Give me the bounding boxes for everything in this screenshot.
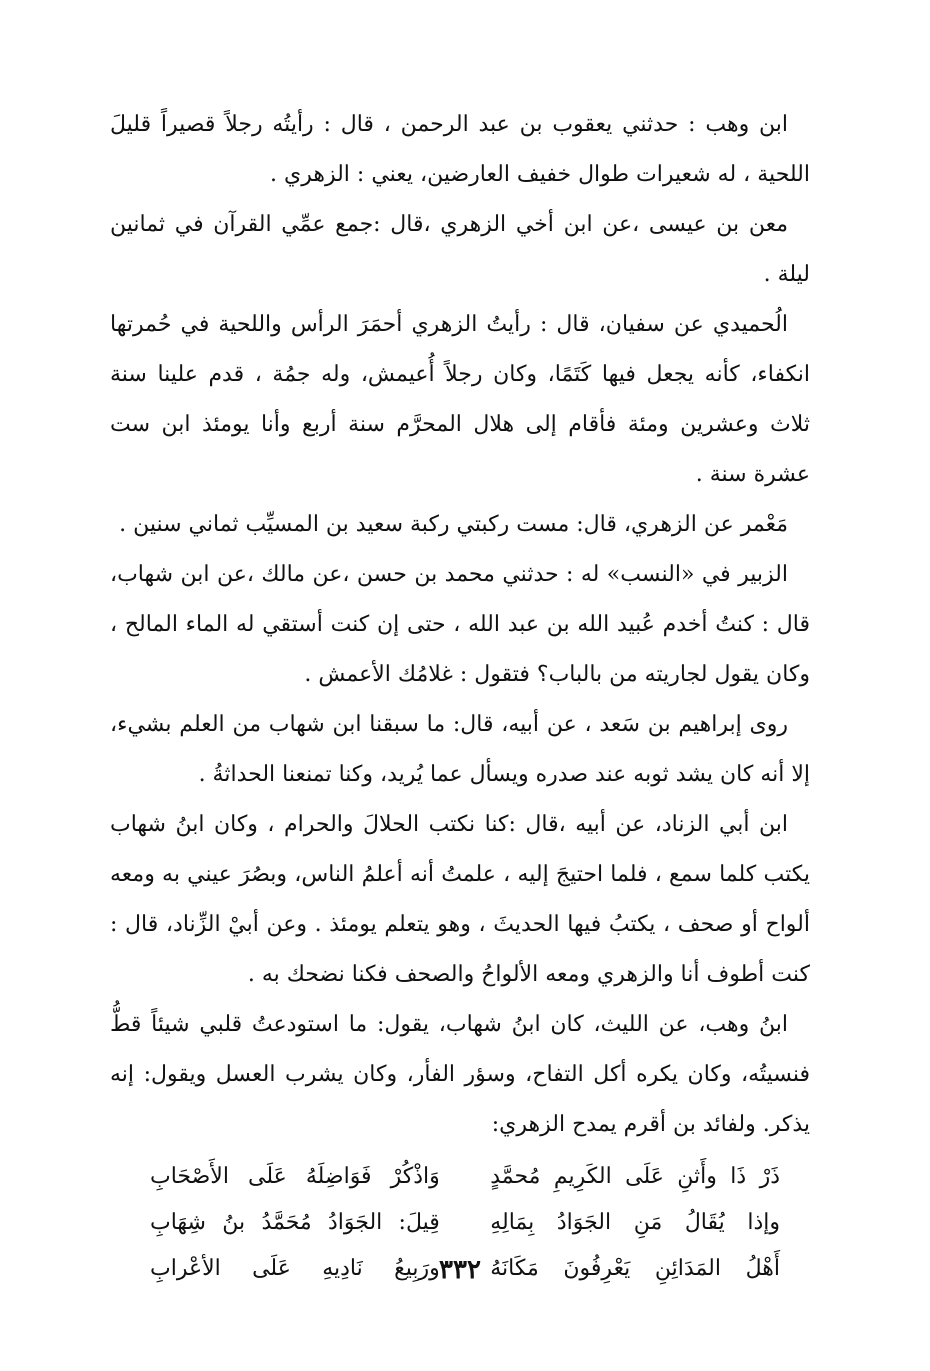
verse-first-hemistich: وإذا يُقَالُ مَنِ الجَوَادُ بِمَالِهِ <box>490 1210 780 1235</box>
poem-verse <box>150 1154 780 1200</box>
paragraph-ibrahim-ibn-saad: روى إبراهيم بن سَعد ، عن أبيه، قال: ما سبقنا ابن شهاب من العلم بشيء، إلا أنه كان يشد ثوبه عند صدره ويسأل عما يُريد، وكنا تمنعنا الحداثةُ . <box>110 712 810 787</box>
verse-second-hemistich: ورَبِيعُ نَادِيهِ عَلَى الأعْرابِ <box>150 1256 440 1281</box>
paragraph-maan-ibn-isa: معن بن عيسى ،عن ابن أخي الزهري ،قال :جمع عمِّي القرآن في ثمانين ليلة . <box>110 212 810 287</box>
book-page <box>110 100 810 1300</box>
poem-verse <box>150 1200 780 1246</box>
verse-second-hemistich: وَاذْكُرْ فَوَاضِلَهُ عَلَى الأَصْحَابِ <box>150 1164 440 1189</box>
verse-first-hemistich: ذَرْ ذَا وأَثنِ عَلَى الكَرِيمِ مُحمَّدٍ <box>490 1164 780 1189</box>
verse-first-hemistich: أَهْلُ المَدَائِنِ يَعْرِفُونَ مَكَانَهُ <box>490 1256 780 1281</box>
paragraph-ibn-wahb-layth: ابنُ وهب، عن الليث، كان ابنُ شهاب، يقول: ما استودعتُ قلبي شيئاً قطُّ فنسيتُه، وكان يكره أكل التفاح، وسؤر الفأر، وكان يشرب العسل ويقول: إنه يذكر. ولفائد بن أقرم يمدح الزهري: <box>110 1012 810 1137</box>
verse-second-hemistich: قِيلَ: الجَوَادُ مُحَمَّدُ بنُ شِهَابِ <box>150 1210 440 1235</box>
body-text <box>110 100 810 1150</box>
paragraph-ibn-abi-zinad: ابن أبي الزناد، عن أبيه ،قال :كنا نكتب الحلالَ والحرام ، وكان ابنُ شهاب يكتب كلما سمع ، فلما احتيجَ إليه ، علمتُ أنه أعلمُ الناس، وبصُرَ عيني به ومعه ألواح أو صحف ، يكتبُ فيها الحديثَ ، وهو يتعلم يومئذ . وعن أبيْ الزِّناد، قال : كنت أطوف أنا والزهري ومعه الألواحُ والصحف فكنا نضحك به . <box>110 812 810 987</box>
paragraph-humaydi: الُحميدي عن سفيان، قال : رأيتُ الزهري أحمَرَ الرأس واللحية في حُمرتها انكفاء، كأنه يجعل فيها كَتَمًا، وكان رجلاً أُعيمش، وله جمُة ، قدم علينا سنة ثلاث وعشرين ومئة فأقام إلى هلال المحرَّم سنة أربع وأنا يومئذ ابن ست عشرة سنة . <box>110 312 810 487</box>
paragraph-mamar: مَعْمر عن الزهري، قال: مست ركبتي ركبة سعيد بن المسيِّب ثماني سنين . <box>119 512 788 537</box>
paragraph-ibn-wahb-description: ابن وهب : حدثني يعقوب بن عبد الرحمن ، قال : رأيتُه رجلاً قصيراً قليلَ اللحية ، له شعيرات طوال خفيف العارضين، يعني : الزهري . <box>110 112 810 187</box>
page-number: ٣٣٢ <box>439 1255 481 1285</box>
paragraph-zubayr: الزبير في «النسب» له : حدثني محمد بن حسن ،عن مالك ،عن ابن شهاب، قال : كنتُ أخدم عُبيد الله بن عبد الله ، حتى إن كنت أستقي له الماء المالح ، وكان يقول لجاريته من بالباب؟ فتقول : غلامُك الأعمش . <box>110 562 810 687</box>
